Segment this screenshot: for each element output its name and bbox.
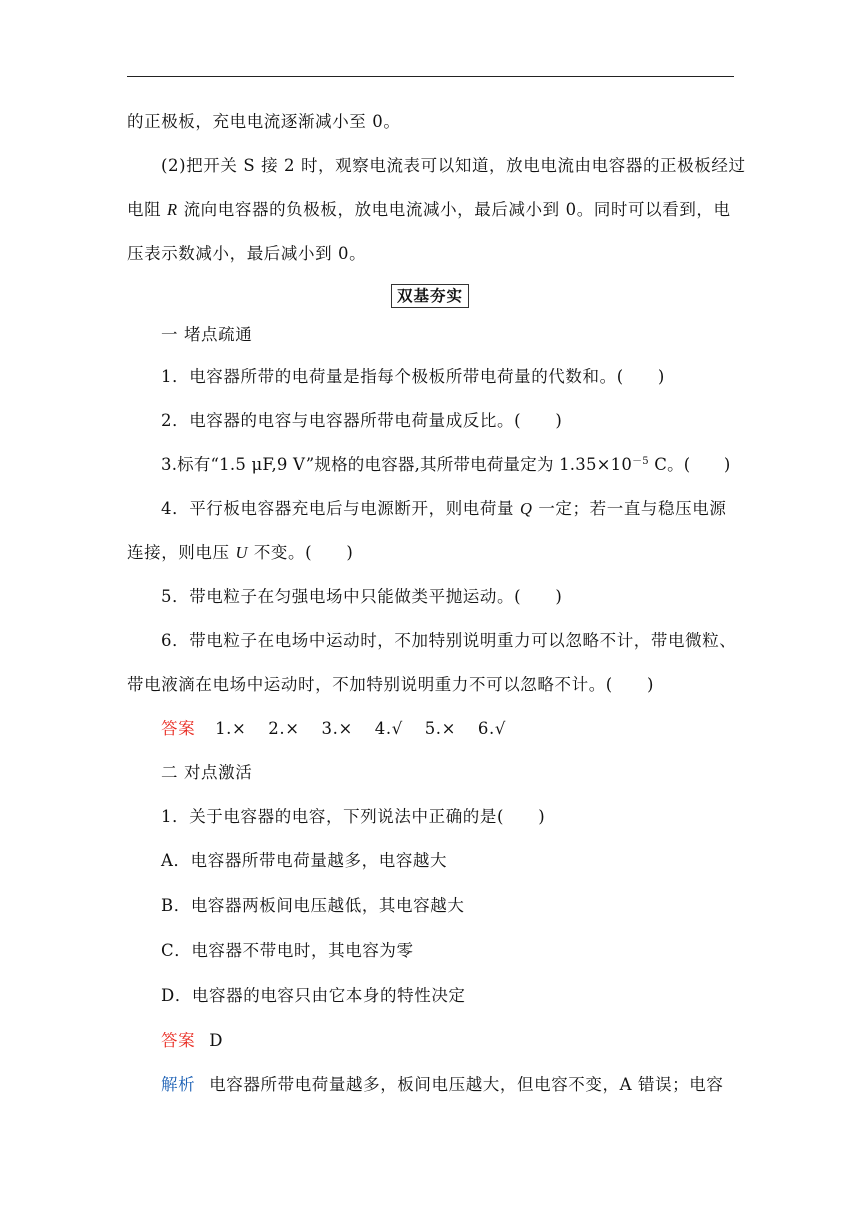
question-4-cont (127, 542, 737, 564)
answer-value: D (209, 1031, 224, 1050)
exponent: －5 (632, 456, 649, 467)
text-segment: 4．平行板电容器充电后与电源断开，则电荷量 (161, 499, 520, 518)
answer-item: 3.× (321, 719, 353, 738)
question-6: 6．带电粒子在电场中运动时，不加特别说明重力可以忽略不计，带电微粒、 (161, 631, 737, 650)
option-d: D．电容器的电容只由它本身的特性决定 (161, 986, 466, 1005)
text-segment: 3.标有“1.5 μF,9 V”规格的电容器,其所带电荷量定为 1.35×10 (161, 455, 633, 474)
question-6-cont: 带电液滴在电场中运动时，不加特别说明重力不可以忽略不计。( ) (127, 675, 655, 694)
text-segment: 电阻 (127, 200, 168, 219)
option-a: A．电容器所带电荷量越多，电容越大 (161, 851, 448, 870)
option-b: B．电容器两板间电压越低，其电容越大 (161, 896, 465, 915)
variable-r: R (167, 200, 178, 219)
mc-question-1: 1．关于电容器的电容，下列说法中正确的是( ) (161, 807, 546, 826)
answer-item: 1.× (215, 719, 247, 738)
question-5: 5．带电粒子在匀强电场中只能做类平抛运动。( ) (161, 587, 563, 606)
variable-q: Q (519, 499, 533, 518)
answer-item: 6.√ (477, 719, 506, 738)
question-4 (161, 498, 737, 520)
analysis-line (161, 1074, 737, 1096)
variable-u: U (235, 543, 248, 562)
text-line: (2)把开关 S 接 2 时，观察电流表可以知道，放电电流由电容器的正极板经过 (161, 156, 746, 175)
answer-line (161, 718, 737, 740)
part2-heading: 二 对点激活 (161, 763, 253, 782)
question-2: 2．电容器的电容与电容器所带电荷量成反比。( ) (161, 411, 563, 430)
analysis-text: 电容器所带电荷量越多，板间电压越大，但电容不变，A 错误；电容 (209, 1075, 724, 1094)
text-line: 的正极板，充电电流逐渐减小至 0。 (127, 112, 401, 131)
answer-item: 4.√ (374, 719, 403, 738)
answer-item: 2.× (268, 719, 300, 738)
text-line (127, 199, 737, 221)
question-3 (161, 454, 737, 476)
answer-line-2 (161, 1030, 737, 1052)
question-1: 1．电容器所带的电荷量是指每个极板所带电荷量的代数和。( ) (161, 367, 665, 386)
text-segment: 不变。( ) (247, 543, 354, 562)
section-title: 双基夯实 (391, 284, 469, 308)
analysis-label: 解析 (161, 1075, 196, 1094)
answer-label: 答案 (161, 719, 196, 738)
text-segment: 流向电容器的负极板，放电电流减小，最后减小到 0。同时可以看到，电 (177, 200, 731, 219)
text-segment: 一定；若一直与稳压电源 (532, 499, 727, 518)
part1-heading: 一 堵点疏通 (161, 325, 253, 344)
answer-label: 答案 (161, 1031, 196, 1050)
text-line: 压表示数减小，最后减小到 0。 (127, 244, 367, 263)
text-segment: 连接，则电压 (127, 543, 236, 562)
answer-item: 5.× (424, 719, 457, 738)
option-c: C．电容器不带电时，其电容为零 (161, 941, 414, 960)
header-rule (127, 76, 734, 77)
section-box (0, 284, 860, 308)
text-segment: C。( ) (648, 455, 731, 474)
